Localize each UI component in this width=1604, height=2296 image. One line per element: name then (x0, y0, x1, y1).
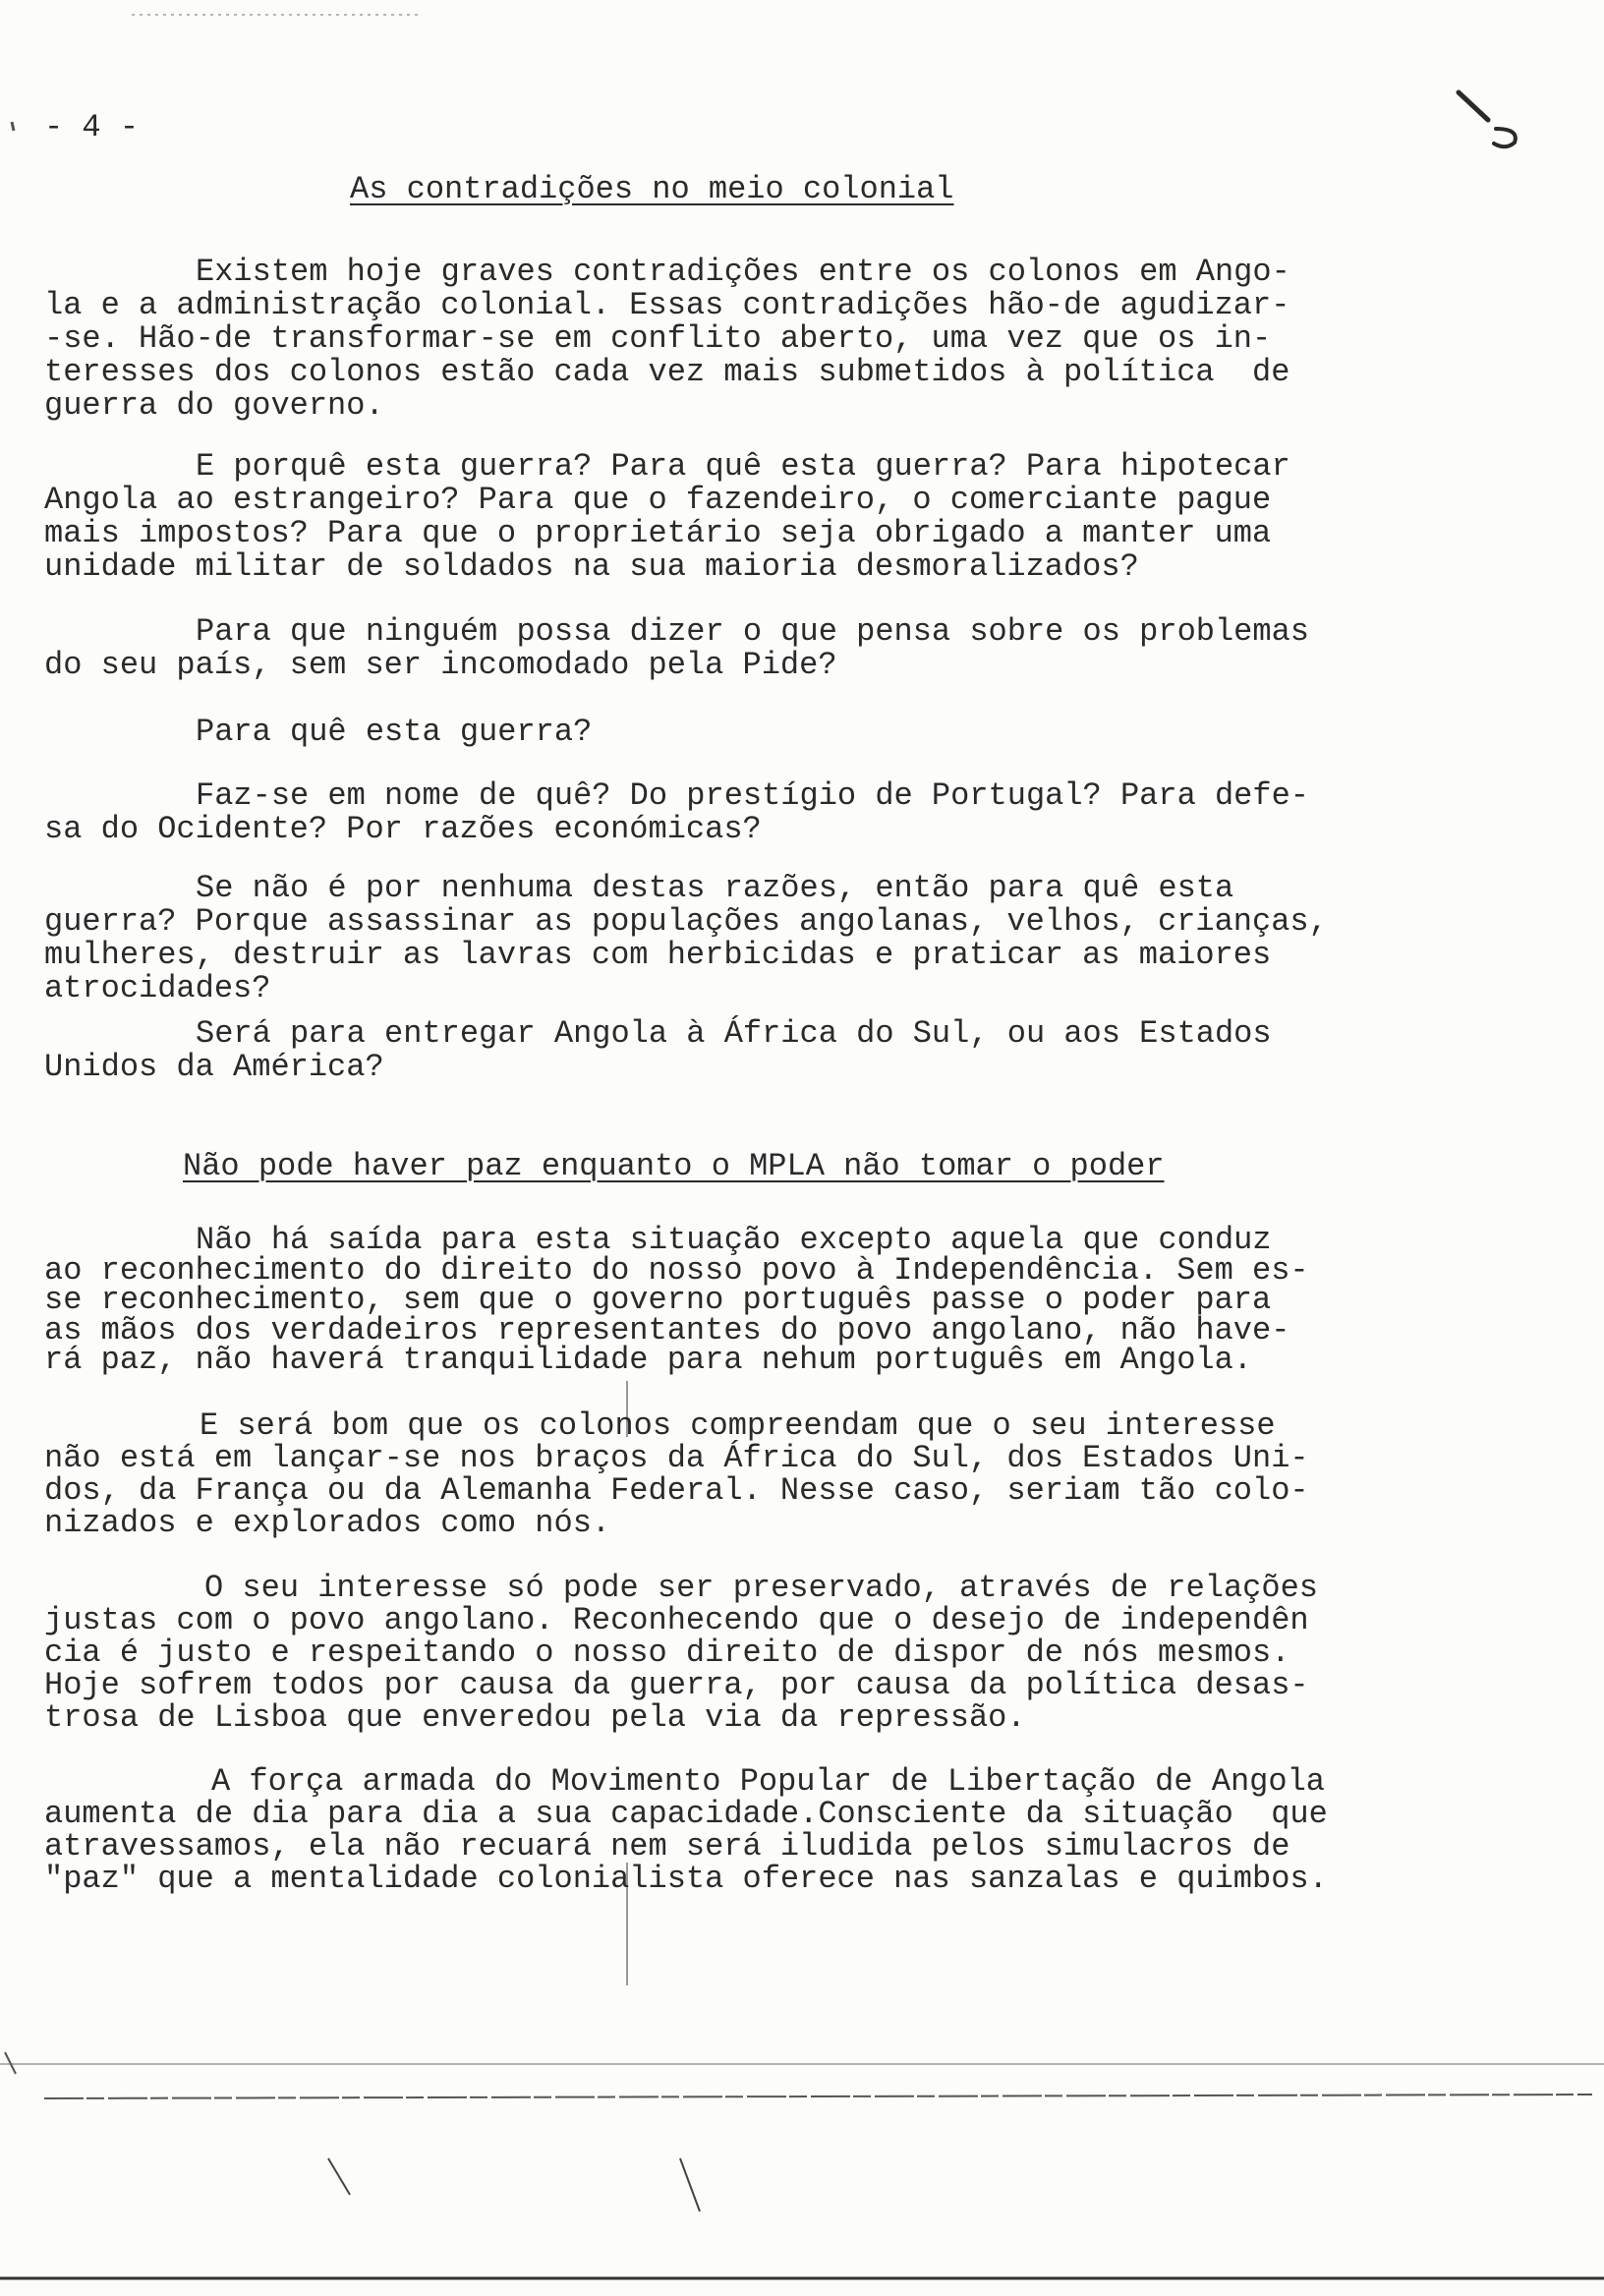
paragraph-line: Hoje sofrem todos por causa da guerra, por causa da política desas- (44, 1667, 1309, 1703)
paragraph (44, 615, 1309, 682)
paragraph-line: Faz-se em nome de quê? Do prestígio de Portugal? Para defe- (196, 777, 1309, 814)
paragraph-line: as mãos dos verdadeiros representantes do povo angolano, não have- (44, 1311, 1290, 1349)
paragraph-line: rá paz, não haverá tranquilidade para nehum português em Angola. (44, 1342, 1252, 1378)
paragraph-line: teresses dos colonos estão cada vez mais submetidos à política de (44, 354, 1290, 390)
paragraph-line: mais impostos? Para que o proprietário seja obrigado a manter uma (44, 515, 1272, 551)
paragraph-line: não está em lançar-se nos braços da África do Sul, dos Estados Uni- (44, 1440, 1309, 1476)
paragraph (44, 1572, 1318, 1734)
paragraph (44, 872, 1328, 1005)
paragraph-line: mulheres, destruir as lavras com herbicidas e praticar as maiores (44, 937, 1272, 973)
paragraph-line: Não há saída para esta situação excepto aquela que conduz (196, 1222, 1272, 1258)
footer-slash (680, 2158, 700, 2211)
margin-tick (12, 122, 14, 131)
paragraph-line: Unidos da América? (44, 1049, 384, 1085)
paragraph-line: O seu interesse só pode ser preservado, através de relações (204, 1570, 1318, 1606)
paragraph-line: atravessamos, ela não recuará nem será iludida pelos simulacros de (44, 1828, 1290, 1865)
handwritten-hook (1494, 129, 1516, 146)
paragraph-line: trosa de Lisboa que enveredou pela via da repressão. (44, 1699, 1026, 1736)
paragraph-line: -se. Hão-de transformar-se em conflito aberto, uma vez que os in- (44, 320, 1272, 357)
paragraph (44, 1222, 1309, 1378)
paragraph-line: justas com o povo angolano. Reconhecendo que o desejo de independên (44, 1602, 1309, 1638)
section-heading: As contradições no meio colonial (350, 171, 954, 207)
paragraph (44, 779, 1309, 846)
paragraph-line: atrocidades? (44, 970, 271, 1006)
paragraph-line: Angola ao estrangeiro? Para que o fazendeiro, o comerciante pague (44, 482, 1272, 518)
paragraph-line: ao reconhecimento do direito do nosso povo à Independência. Sem es- (44, 1251, 1309, 1289)
paragraph-line: Para que ninguém possa dizer o que pensa sobre os problemas (196, 613, 1309, 650)
handwritten-mark (1459, 92, 1488, 120)
paragraph (44, 716, 592, 749)
left-edge-mark (5, 2052, 16, 2074)
paragraph-line: Se não é por nenhuma destas razões, então para quê esta (196, 870, 1234, 906)
paragraph-line: A força armada do Movimento Popular de Libertação de Angola (211, 1763, 1325, 1800)
paragraph-line: Existem hoje graves contradições entre os colonos em Ango- (196, 254, 1290, 290)
footer-slash (328, 2158, 350, 2195)
paragraph-line: la e a administração colonial. Essas contradições hão-de agudizar- (44, 287, 1290, 323)
paragraph-line: guerra? Porque assassinar as populações angolanas, velhos, crianças, (44, 903, 1328, 940)
paragraph-line: nizados e explorados como nós. (44, 1505, 611, 1541)
footer-rule (44, 2095, 1592, 2098)
paragraph-line: "paz" que a mentalidade colonialista oferece nas sanzalas e quimbos. (44, 1861, 1328, 1897)
paragraph-line: Será para entregar Angola à África do Sul, ou aos Estados (196, 1015, 1272, 1052)
paragraph-line: unidade militar de soldados na sua maioria desmoralizados? (44, 548, 1139, 585)
paragraph-line: do seu país, sem ser incomodado pela Pide? (44, 647, 837, 683)
paragraph (44, 450, 1290, 584)
paragraph-line: dos, da França ou da Alemanha Federal. Nesse caso, seriam tão colo- (44, 1472, 1309, 1509)
paragraph-line: sa do Ocidente? Por razões económicas? (44, 811, 762, 847)
section-heading: Não pode haver paz enquanto o MPLA não tomar o poder (183, 1148, 1165, 1184)
paragraph-line: Para quê esta guerra? (196, 714, 593, 750)
paragraph (44, 1765, 1328, 1895)
paragraph-line: se reconhecimento, sem que o governo português passe o poder para (44, 1282, 1272, 1318)
paragraph (44, 1017, 1272, 1084)
paragraph-line: cia é justo e respeitando o nosso direito de dispor de nós mesmos. (44, 1635, 1290, 1671)
paragraph-line: aumenta de dia para dia a sua capacidade.Consciente da situação que (44, 1796, 1328, 1832)
paragraph-line: E porquê esta guerra? Para quê esta guerra? Para hipotecar (196, 448, 1290, 485)
page-number: - 4 - (44, 109, 140, 145)
paragraph-line: E será bom que os colonos compreendam que o seu interesse (200, 1407, 1276, 1444)
paragraph (44, 1409, 1309, 1539)
paragraph (44, 256, 1290, 423)
paragraph-line: guerra do governo. (44, 387, 384, 424)
